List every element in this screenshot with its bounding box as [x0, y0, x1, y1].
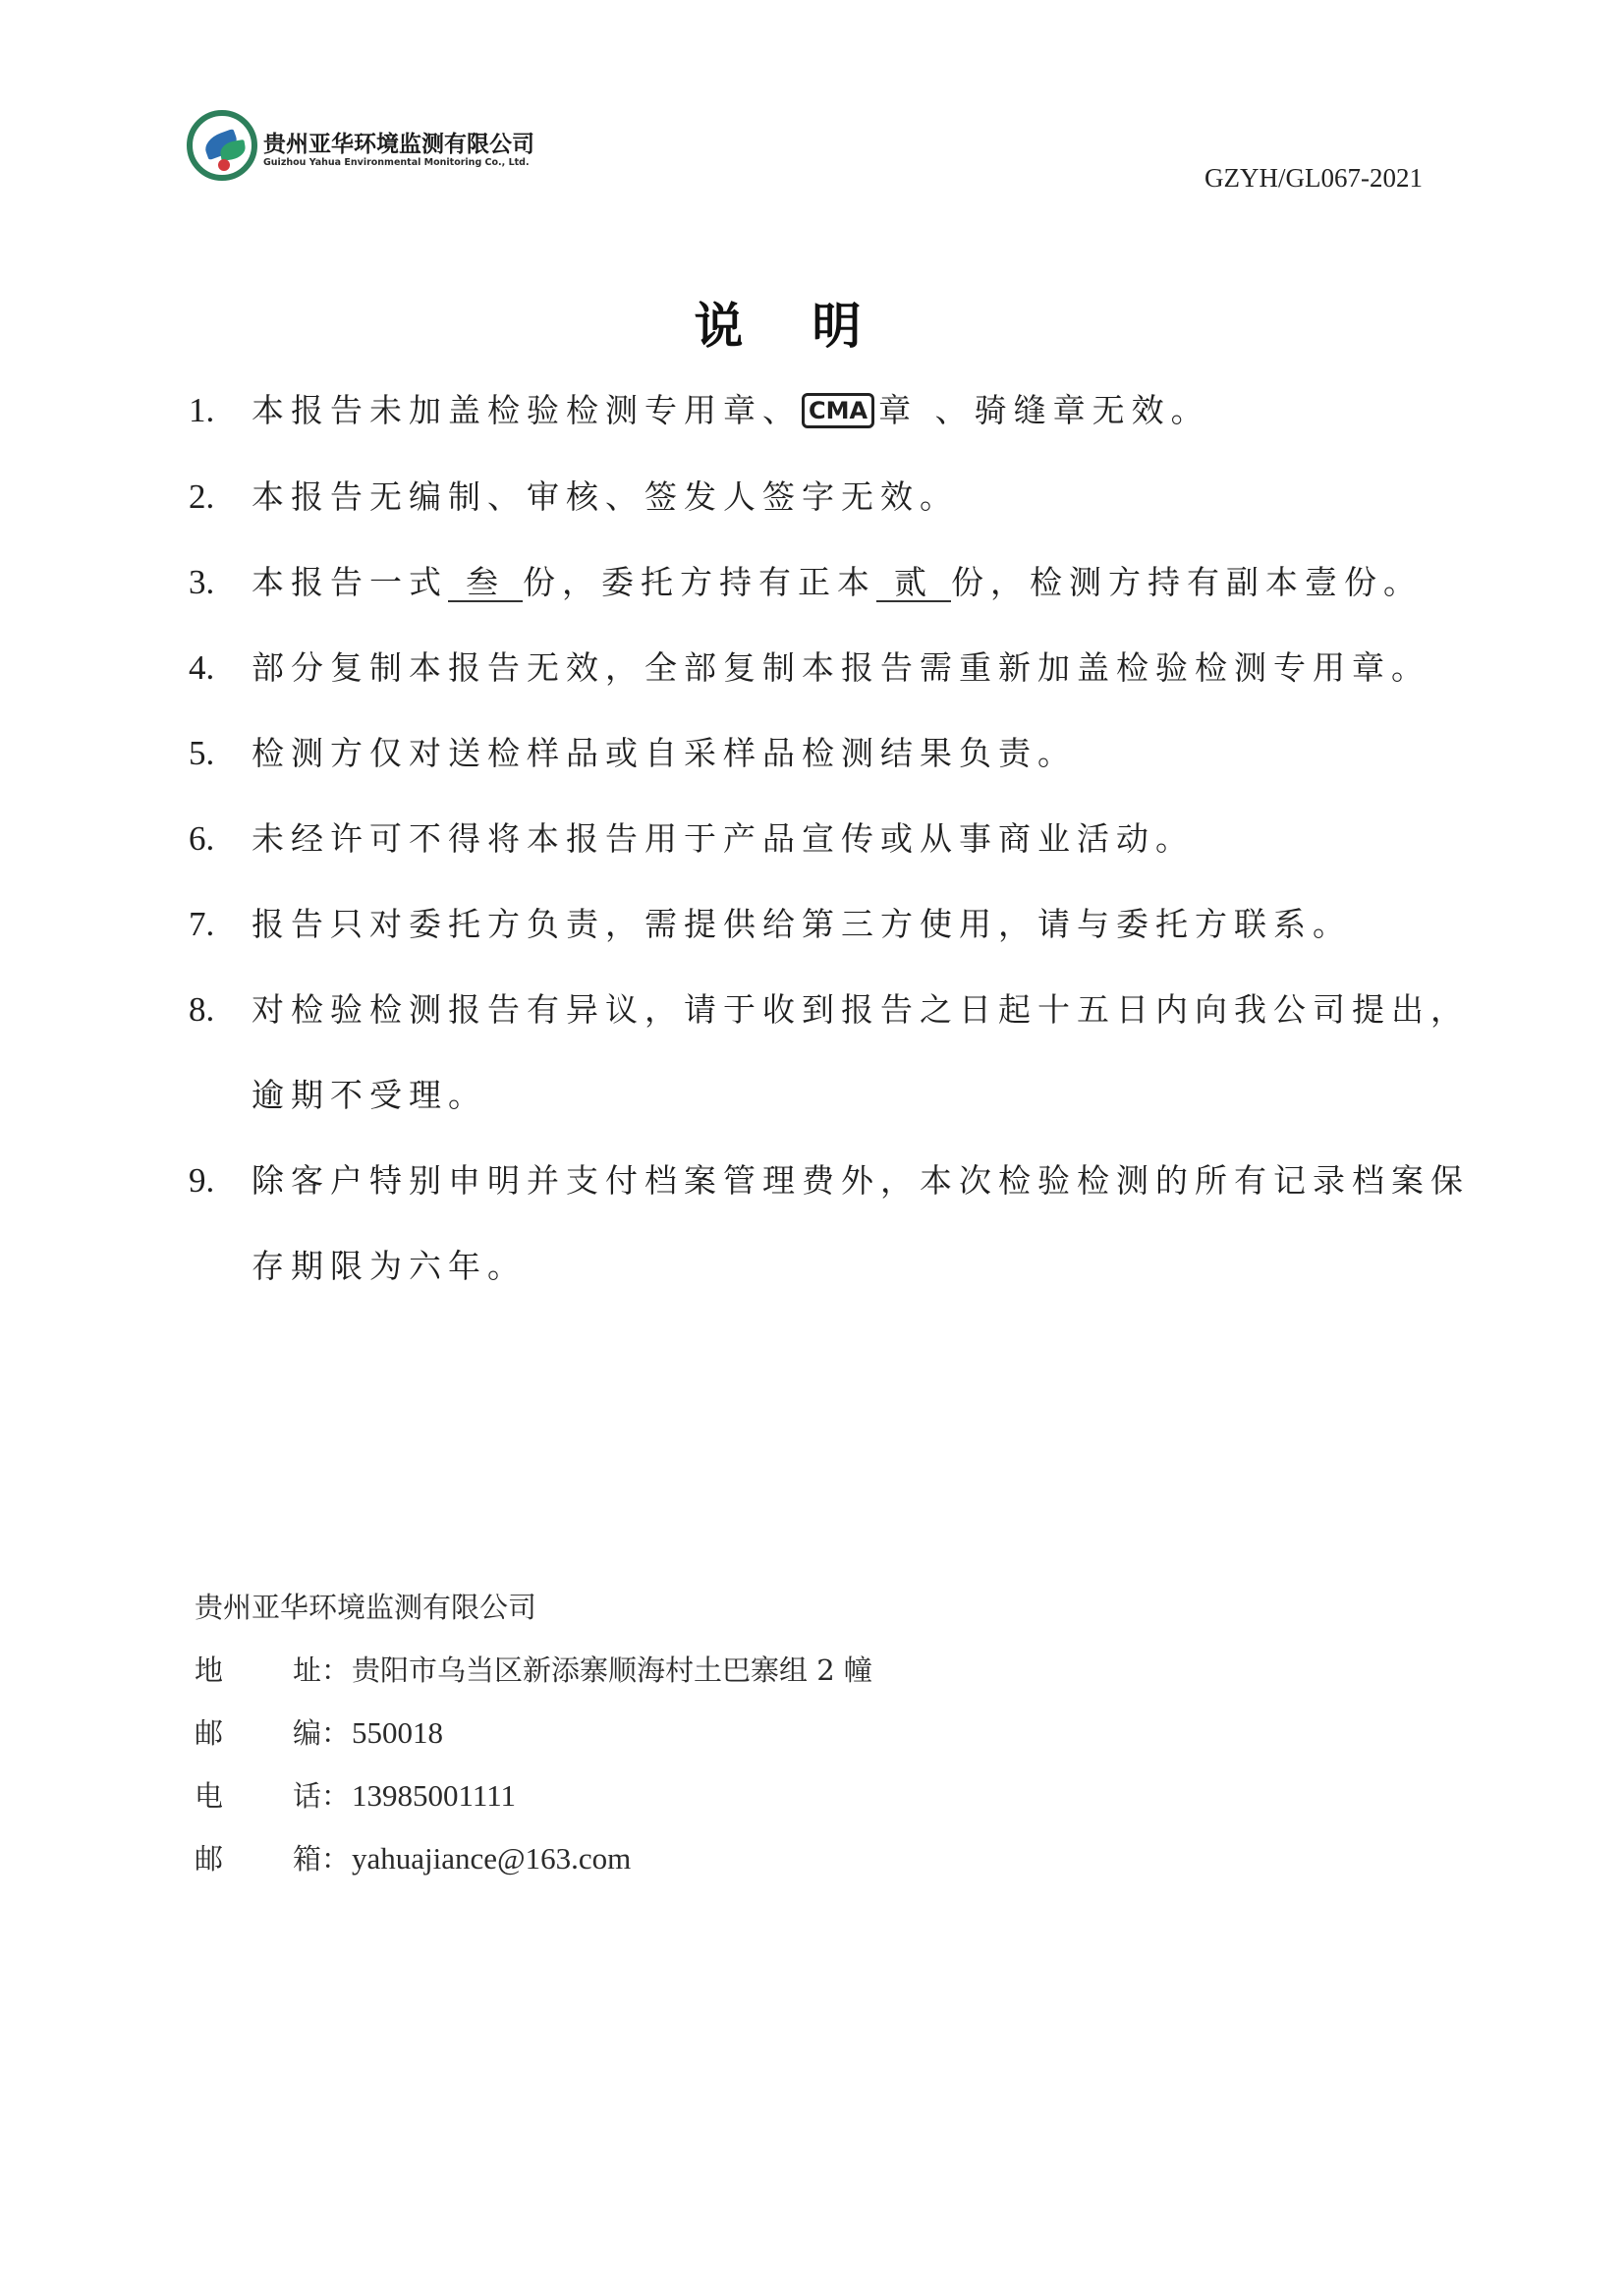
list-item: 8. 对检验检测报告有异议，请于收到报告之日起十五日内向我公司提出，: [189, 990, 1470, 1029]
company-logo: [187, 110, 550, 204]
page-title: 说明: [694, 298, 930, 355]
list-item: 3. 本报告一式 叁 份，委托方持有正本 贰 份，检测方持有副本壹份。: [189, 563, 1423, 601]
cma-mark-icon: CMA: [802, 393, 874, 428]
footer-email: 邮 箱：yahuajiance@163.com: [195, 1841, 632, 1876]
copies-original: 贰: [876, 565, 951, 602]
logo-company-name-cn: 贵州亚华环境监测有限公司: [263, 132, 534, 157]
list-item: 7. 报告只对委托方负责，需提供给第三方使用，请与委托方联系。: [189, 905, 1352, 943]
logo-company-name-en: Guizhou Yahua Environmental Monitoring Co., Ltd.: [263, 157, 530, 168]
footer-postcode: 邮 编：550018: [195, 1715, 443, 1750]
list-item: 4. 部分复制本报告无效，全部复制本报告需重新加盖检验检测专用章。: [189, 648, 1430, 687]
list-item: 6. 未经许可不得将本报告用于产品宣传或从事商业活动。: [189, 819, 1195, 858]
logo-emblem-icon: [187, 110, 257, 181]
list-item: 2. 本报告无编制、审核、签发人签字无效。: [189, 477, 959, 516]
list-item-continuation: 存期限为六年。: [252, 1247, 527, 1285]
copies-total: 叁: [448, 565, 523, 602]
document-code: GZYH/GL067-2021: [1204, 163, 1423, 193]
list-item: 1. 本报告未加盖检验检测专用章、 CMA 章 、骑缝章无效。: [189, 391, 1210, 429]
list-item: 5. 检测方仅对送检样品或自采样品检测结果负责。: [189, 734, 1077, 772]
list-item-continuation: 逾期不受理。: [252, 1076, 487, 1114]
footer-phone: 电 话：13985001111: [195, 1778, 517, 1813]
footer-company: 贵州亚华环境监测有限公司: [195, 1591, 537, 1624]
footer-address: 地 址：贵阳市乌当区新添寨顺海村土巴寨组 2 幢: [195, 1653, 872, 1687]
list-item: 9. 除客户特别申明并支付档案管理费外，本次检验检测的所有记录档案保: [189, 1161, 1470, 1200]
